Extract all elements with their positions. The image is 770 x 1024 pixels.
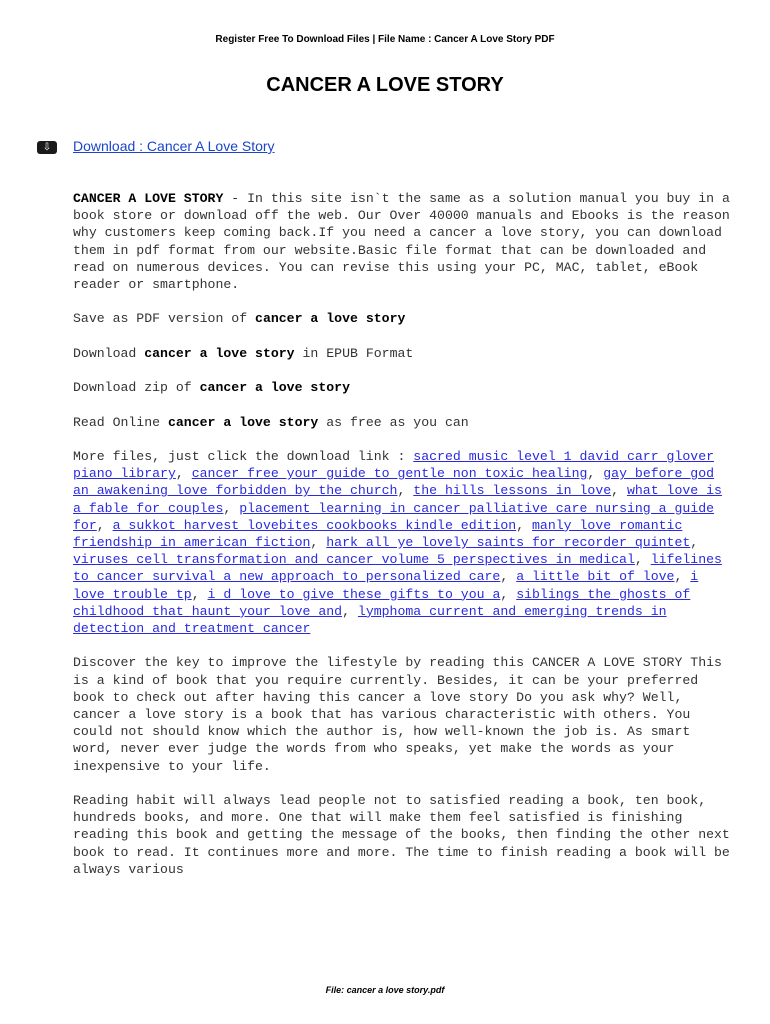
more-file-link[interactable]: the hills lessons in love <box>413 483 612 499</box>
intro-text: - In this site isn`t the same as a solution manual you buy in a book store or download off the web. Our Over 40000 manuals and Ebooks is the reason why customers keep coming back.If you need a cancer a love story, you can download them in pdf format from our website.Basic file format that can be downloaded and read on numerous devices. You can revise this using your PC, MAC, tablet, eBook reader or smartphone. <box>73 191 730 293</box>
more-files-paragraph <box>73 448 733 637</box>
more-file-link[interactable]: hark all ye lovely saints for recorder quintet <box>326 534 691 550</box>
more-files-links: sacred music level 1 david carr glover piano library, cancer free your guide to gentle non toxic healing, gay before god an awakening love forbidden by the church, the hills lessons in love, what love is a fable for couples, placement learning in cancer palliative care nursing a guide for, a sukkot harvest lovebites cookbooks kindle edition, manly love romantic friendship in american fiction, hark all ye lovely saints for recorder quintet, viruses cell transformation and cancer volume 5 perspectives in medical, lifelines to cancer survival a new approach to personalized care, a little bit of love, i love trouble tp, i d love to give these gifts to you a, siblings the ghosts of childhood that haunt your love and, lymphoma current and emerging trends in detection and treatment cancer <box>73 448 722 636</box>
zip-prefix: Download zip of <box>73 380 200 396</box>
more-file-link[interactable]: a sukkot harvest lovebites cookbooks kindle edition <box>112 517 517 533</box>
more-file-link[interactable]: i d love to give these gifts to you a <box>207 586 501 602</box>
discover-paragraph: Discover the key to improve the lifestyle by reading this CANCER A LOVE STORY This is a kind of book that you require currently. Besides, it can be your preferred book to check out after having this cancer a love story Do you ask why? Well, cancer a love story is a book that has various characteristic with others. You could not should know which the author is, how well-known the job is. As smart word, never ever judge the words from who speaks, yet make the words as your inexpensive to your life. <box>73 655 722 774</box>
zip-line <box>73 379 733 396</box>
download-link[interactable]: Download : Cancer A Love Story <box>73 138 275 154</box>
more-file-link[interactable]: sacred music level 1 david carr glover piano library <box>73 448 715 482</box>
page-header: Register Free To Download Files | File Name : Cancer A Love Story PDF <box>215 34 555 45</box>
save-pdf-line <box>73 310 733 327</box>
epub-line <box>73 345 733 362</box>
more-file-link[interactable]: cancer free your guide to gentle non toxic healing <box>191 466 588 482</box>
more-file-link[interactable]: manly love romantic friendship in american fiction <box>73 517 683 550</box>
more-file-link[interactable]: viruses cell transformation and cancer volume 5 perspectives in medical <box>73 552 635 568</box>
document-body <box>73 190 733 895</box>
save-pdf-title: cancer a love story <box>255 311 406 327</box>
online-prefix: Read Online <box>73 414 168 430</box>
more-file-link[interactable]: placement learning in cancer palliative care nursing a guide for <box>73 500 715 533</box>
intro-title: CANCER A LOVE STORY <box>73 191 224 206</box>
more-file-link[interactable]: gay before god an awakening love forbidden by the church <box>73 466 715 499</box>
page-title: CANCER A LOVE STORY <box>266 74 504 96</box>
save-pdf-prefix: Save as PDF version of <box>73 311 256 327</box>
more-file-link[interactable]: siblings the ghosts of childhood that haunt your love and <box>73 586 691 619</box>
more-files-prefix: More files, just click the download link : <box>73 448 414 464</box>
more-file-link[interactable]: a little bit of love <box>516 569 675 585</box>
epub-title: cancer a love story <box>144 345 295 361</box>
read-online-line <box>73 414 733 431</box>
page-footer: File: cancer a love story.pdf <box>325 985 445 995</box>
epub-prefix: Download <box>73 345 145 361</box>
online-title: cancer a love story <box>167 414 319 430</box>
online-suffix: as free as you can <box>318 414 469 430</box>
download-icon[interactable]: ⇩ <box>37 141 57 154</box>
more-file-link[interactable]: lifelines to cancer survival a new approach to personalized care <box>73 552 722 585</box>
epub-suffix: in EPUB Format <box>294 345 414 361</box>
intro-paragraph <box>73 190 733 293</box>
zip-title: cancer a love story <box>199 380 350 396</box>
more-file-link[interactable]: what love is a fable for couples <box>73 483 722 516</box>
more-file-link[interactable]: lymphoma current and emerging trends in detection and treatment cancer <box>73 603 667 636</box>
reading-paragraph: Reading habit will always lead people not to satisfied reading a book, ten book, hundreds books, and more. One that will make them feel satisfied is finishing reading this book and getting the message of the books, then finding the other next book to read. It continues more and more. The time to finish reading a book will be always various <box>73 793 730 877</box>
more-file-link[interactable]: i love trouble tp <box>73 569 699 602</box>
